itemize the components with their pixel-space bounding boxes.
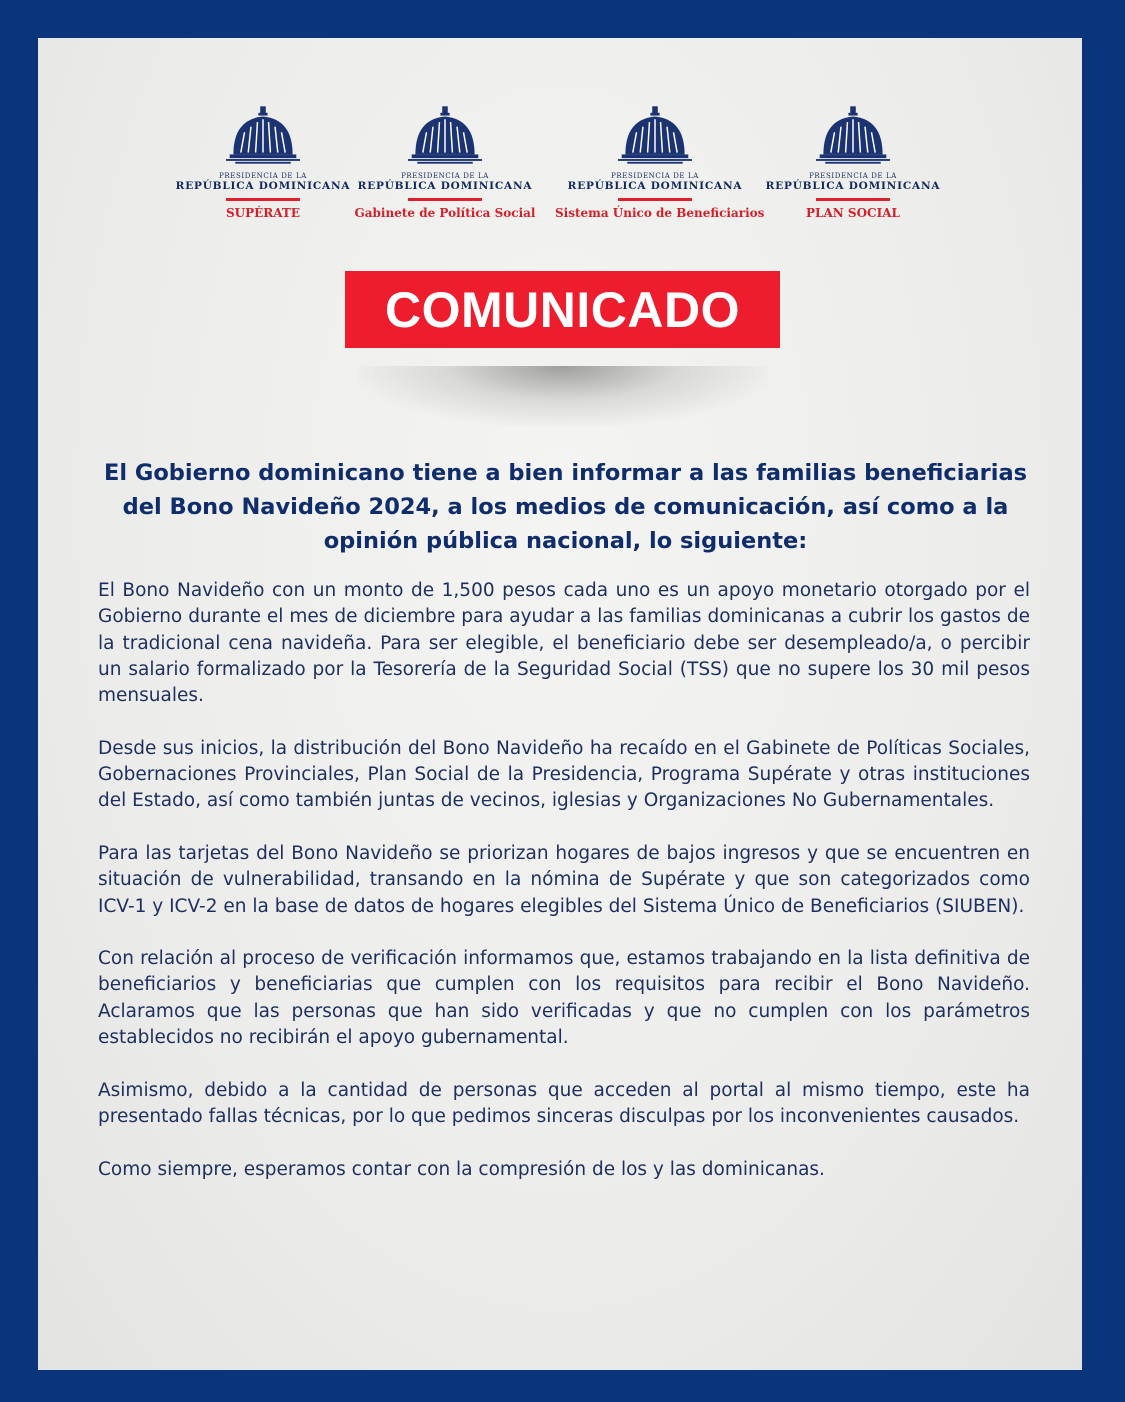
logo-institution-name: PLAN SOCIAL xyxy=(806,206,900,220)
capitol-dome-icon xyxy=(816,104,890,166)
logo-siuben xyxy=(555,104,765,220)
logo-presidencia-text: PRESIDENCIA DE LA xyxy=(401,172,489,180)
logo-superate xyxy=(163,104,363,220)
logo-institution-name: SUPÉRATE xyxy=(225,206,300,220)
capitol-dome-icon xyxy=(618,104,692,166)
body-paragraph: Con relación al proceso de verificación informamos que, estamos trabajando en la lista definitiva de beneficiarios y beneficiarias que cumplen con los requisitos para recibir el Bono Navideño. Aclaramos que las personas que han sido verificadas y que no cumplen con los parámetros establecidos no recibirán el apoyo gubernamental. xyxy=(98,948,1030,1049)
logo-presidencia-text: PRESIDENCIA DE LA xyxy=(219,172,307,180)
logo-red-bar xyxy=(226,198,300,201)
logo-republica-text: REPÚBLICA DOMINICANA xyxy=(357,180,533,192)
logo-institution-name: Gabinete de Política Social xyxy=(354,206,536,220)
logo-red-bar xyxy=(618,198,692,201)
communique-body xyxy=(98,578,1030,1209)
body-paragraph: Desde sus inicios, la distribución del Bono Navideño ha recaído en el Gabinete de Políticas Sociales, Gobernaciones Provinciales, Plan Social de la Presidencia, Programa Supérate y otras instituciones del Estado, así como también juntas de vecinos, iglesias y Organizaciones No Gubernamentales. xyxy=(98,737,1030,812)
logo-red-bar xyxy=(408,198,482,201)
logo-institution-name: Sistema Único de Beneficiarios xyxy=(555,206,765,220)
logo-red-bar xyxy=(816,198,890,201)
capitol-dome-icon xyxy=(408,104,482,166)
capitol-dome-icon xyxy=(226,104,300,166)
logo-presidencia-text: PRESIDENCIA DE LA xyxy=(611,172,699,180)
body-paragraph: Como siempre, esperamos contar con la compresión de los y las dominicanas. xyxy=(98,1158,825,1180)
body-paragraph: El Bono Navideño con un monto de 1,500 pesos cada uno es un apoyo monetario otorgado por el Gobierno durante el mes de diciembre para ayudar a las familias dominicanas a cubrir los gastos de la tradicional cena navideña. Para ser elegible, el beneficiario debe ser desempleado/a, o percibir un salario formalizado por la Tesorería de la Seguridad Social (TSS) que no supere los 30 mil pesos mensuales. xyxy=(98,580,1030,707)
comunicado-badge: COMUNICADO xyxy=(345,271,780,348)
headline: El Gobierno dominicano tiene a bien informar a las familias beneficiarias del Bono Navideño 2024, a los medios de comunicación, así como a la opinión pública nacional, lo siguiente: xyxy=(103,460,1028,554)
logo-plan-social xyxy=(753,104,953,220)
logo-republica-text: REPÚBLICA DOMINICANA xyxy=(175,180,351,192)
logo-republica-text: REPÚBLICA DOMINICANA xyxy=(567,180,743,192)
body-paragraph: Asimismo, debido a la cantidad de personas que acceden al portal al mismo tiempo, este ha presentado fallas técnicas, por lo que pedimos sinceras disculpas por los inconvenientes causados. xyxy=(98,1079,1030,1127)
logo-republica-text: REPÚBLICA DOMINICANA xyxy=(765,180,941,192)
institution-logos xyxy=(38,104,1082,234)
badge-shadow xyxy=(358,366,768,426)
logo-gabinete-politica-social xyxy=(345,104,545,220)
logo-presidencia-text: PRESIDENCIA DE LA xyxy=(809,172,897,180)
body-paragraph: Para las tarjetas del Bono Navideño se priorizan hogares de bajos ingresos y que se encuentren en situación de vulnerabilidad, transando en la nómina de Supérate y que son categorizados como ICV-1 y ICV-2 en la base de datos de hogares elegibles del Sistema Único de Beneficiarios (SIUBEN). xyxy=(98,842,1030,917)
communique-paper xyxy=(38,38,1082,1370)
